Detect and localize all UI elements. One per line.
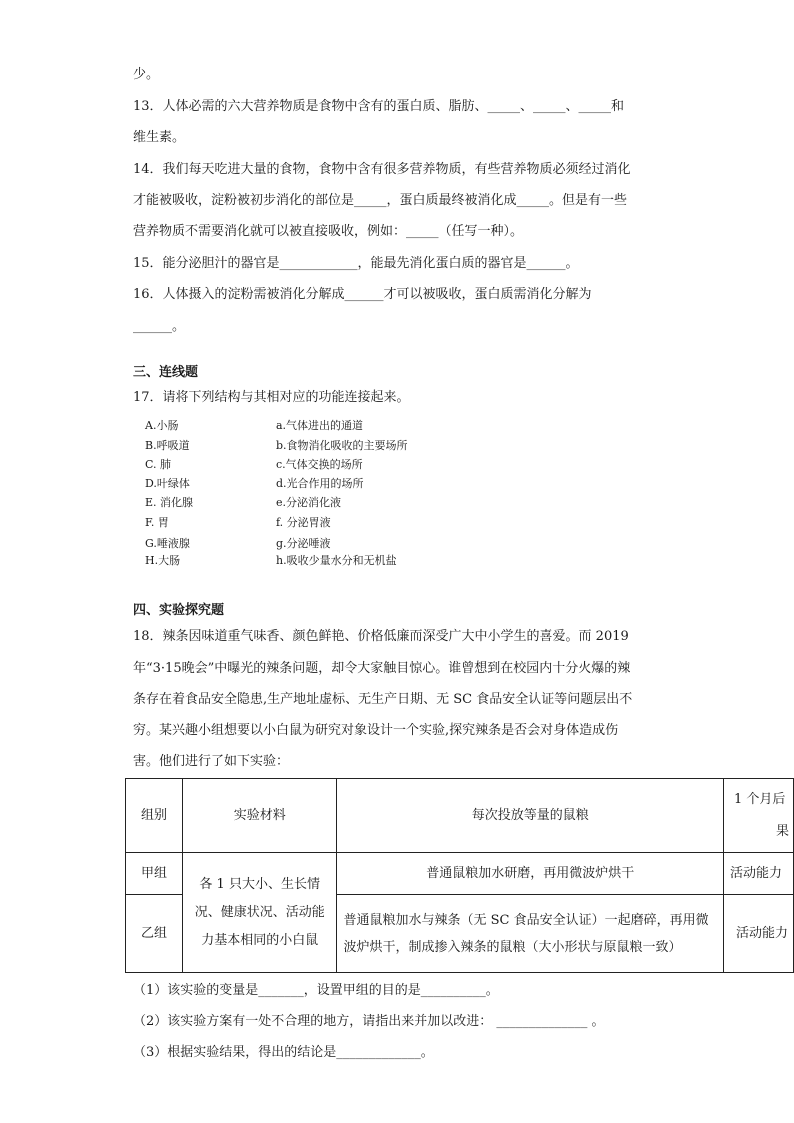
result-cell: 活动能力 bbox=[724, 853, 794, 895]
section-heading: 三、连线题 bbox=[133, 365, 199, 380]
question-18: 18．辣条因味道重气味香、颜色鲜艳、价格低廉而深受广大中小学生的喜爱。而 2019 bbox=[133, 629, 629, 644]
table-row bbox=[126, 853, 794, 895]
structure-item: F. 胃 bbox=[145, 516, 169, 529]
section-heading: 四、实验探究题 bbox=[133, 603, 225, 618]
function-item: e.分泌消化液 bbox=[276, 496, 342, 509]
function-item: g.分泌唾液 bbox=[276, 537, 331, 550]
header-cell: 每次投放等量的鼠粮 bbox=[337, 779, 724, 853]
header-cell bbox=[724, 779, 794, 853]
header-cell-line: 果 bbox=[776, 823, 790, 839]
question-17: 17．请将下列结构与其相对应的功能连接起来。 bbox=[133, 390, 410, 405]
header-cell: 实验材料 bbox=[182, 779, 337, 853]
group-cell: 甲组 bbox=[126, 853, 183, 895]
function-item: d.光合作用的场所 bbox=[276, 477, 364, 490]
material-cell: 各 1 只大小、生长情况、健康状况、活动能力基本相同的小白鼠 bbox=[182, 853, 337, 973]
function-item: c.气体交换的场所 bbox=[276, 458, 363, 471]
header-cell-line: 1 个月后 bbox=[734, 791, 786, 807]
structure-item: B.呼吸道 bbox=[145, 439, 190, 452]
text-line: 维生素。 bbox=[133, 130, 186, 145]
structure-item: H.大肠 bbox=[145, 554, 181, 567]
function-item: b.食物消化吸收的主要场所 bbox=[276, 439, 408, 452]
food-cell: 普通鼠粮加水研磨，再用微波炉烘干 bbox=[337, 853, 724, 895]
text-line: 营养物质不需要消化就可以被直接吸收，例如：_____（任写一种）。 bbox=[133, 224, 524, 239]
text-line: ______。 bbox=[133, 319, 186, 334]
function-item: h.吸收少量水分和无机盐 bbox=[276, 554, 397, 567]
text-line: 穷。某兴趣小组想要以小白鼠为研究对象设计一个实验,探究辣条是否会对身体造成伤 bbox=[133, 723, 619, 738]
question-16: 16．人体摄入的淀粉需被消化分解成______才可以被吸收，蛋白质需消化分解为 bbox=[133, 287, 592, 302]
group-cell: 乙组 bbox=[126, 895, 183, 973]
table-header-row bbox=[126, 779, 794, 853]
food-cell: 普通鼠粮加水与辣条（无 SC 食品安全认证）一起磨碎，再用微波炉烘干，制成掺入辣条的鼠粮（大小形状与原鼠粮一致） bbox=[337, 895, 724, 973]
text-line: 才能被吸收，淀粉被初步消化的部位是_____，蛋白质最终被消化成_____。但是有一些 bbox=[133, 193, 628, 208]
sub-question-3: （3）根据实验结果，得出的结论是_____________。 bbox=[133, 1045, 434, 1060]
sub-question-2: （2）该实验方案有一处不合理的地方，请指出来并加以改进： ______________ 。 bbox=[133, 1014, 605, 1029]
text-line: 害。他们进行了如下实验： bbox=[133, 754, 290, 769]
question-15: 15．能分泌胆汁的器官是____________，能最先消化蛋白质的器官是______。 bbox=[133, 256, 579, 271]
question-14: 14．我们每天吃进大量的食物，食物中含有很多营养物质，有些营养物质必须经过消化 bbox=[133, 162, 631, 177]
text-line: 条存在着食品安全隐患,生产地址虚标、无生产日期、无 SC 食品安全认证等问题层出不 bbox=[133, 692, 633, 707]
function-item: a.气体进出的通道 bbox=[276, 419, 364, 432]
structure-item: A.小肠 bbox=[145, 419, 179, 432]
text-line: 少。 bbox=[133, 67, 160, 82]
sub-question-1: （1）该实验的变量是_______，设置甲组的目的是__________。 bbox=[133, 983, 499, 998]
structure-item: E. 消化腺 bbox=[145, 496, 194, 509]
text-line: 年“3·15晚会”中曝光的辣条问题，却令大家触目惊心。谁曾想到在校园内十分火爆的辣 bbox=[133, 661, 631, 676]
header-cell: 组别 bbox=[126, 779, 183, 853]
result-cell: 活动能力 bbox=[724, 895, 794, 973]
question-13: 13．人体必需的六大营养物质是食物中含有的蛋白质、脂肪、_____、_____、_____和 bbox=[133, 99, 625, 114]
structure-item: C. 肺 bbox=[145, 458, 172, 471]
structure-item: D.叶绿体 bbox=[145, 477, 190, 490]
structure-item: G.唾液腺 bbox=[145, 537, 190, 550]
experiment-table bbox=[125, 778, 794, 973]
function-item: f. 分泌胃液 bbox=[276, 516, 331, 529]
